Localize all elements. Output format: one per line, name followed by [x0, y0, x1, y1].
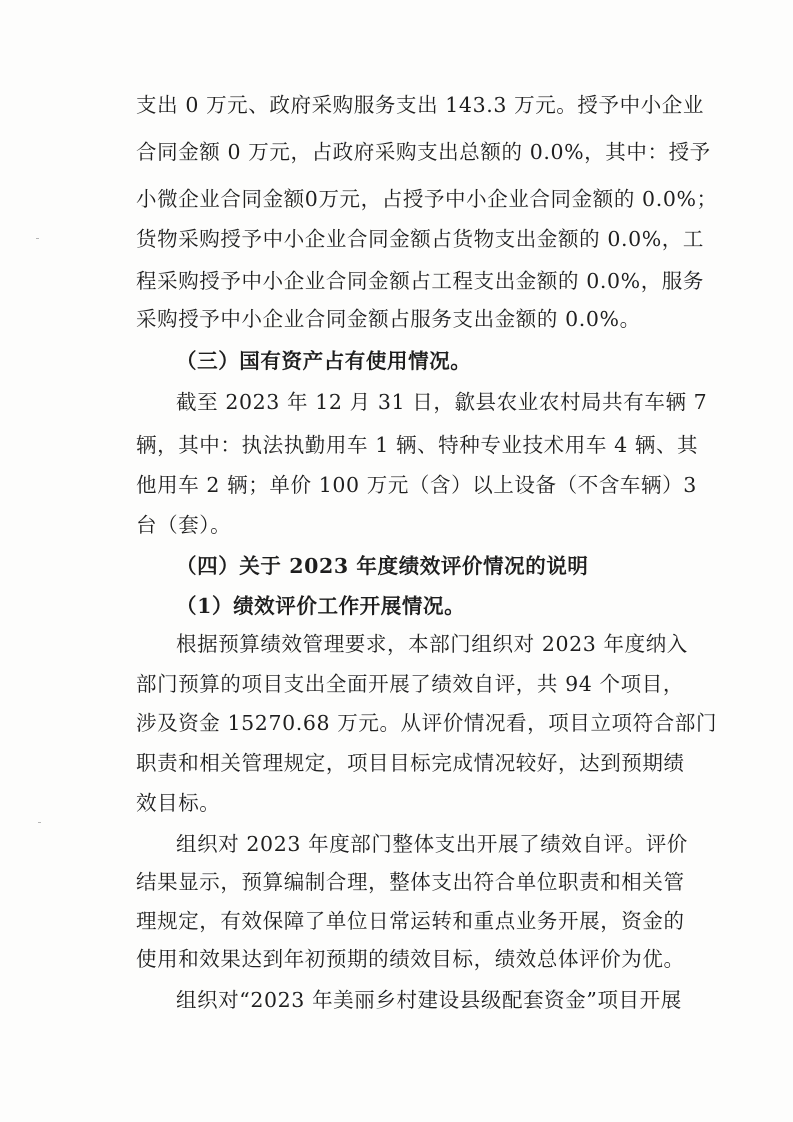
body-text-line: 台（套）。: [136, 513, 232, 537]
body-text-line: 小微企业合同金额0万元，占授予中小企业合同金额的 0.0%；: [136, 187, 718, 211]
body-text-line: 采购授予中小企业合同金额占服务支出金额的 0.0%。: [136, 307, 641, 331]
scan-mark: [36, 238, 39, 239]
body-text-line: 结果显示，预算编制合理，整体支出符合单位职责和相关管: [136, 870, 685, 894]
body-text-line: 程采购授予中小企业合同金额占工程支出金额的 0.0%，服务: [136, 269, 704, 293]
body-text-line: 合同金额 0 万元，占政府采购支出总额的 0.0%，其中：授予: [136, 140, 711, 164]
body-text-line: 部门预算的项目支出全面开展了绩效自评，共 94 个项目，: [136, 672, 684, 696]
body-text-line: 职责和相关管理规定，项目目标完成情况较好，达到预期绩: [136, 751, 685, 775]
body-text-line: 组织对“2023 年美丽乡村建设县级配套资金”项目开展: [176, 988, 682, 1012]
section-heading: （三）国有资产占有使用情况。: [176, 349, 472, 373]
body-text-line: 辆，其中：执法执勤用车 1 辆、特种专业技术用车 4 辆、其: [136, 433, 699, 457]
body-text-line: 效目标。: [136, 791, 221, 815]
body-text-line: 根据预算绩效管理要求，本部门组织对 2023 年度纳入: [176, 632, 688, 656]
body-text-line: 货物采购授予中小企业合同金额占货物支出金额的 0.0%，工: [136, 227, 704, 251]
subsection-heading: （1）绩效评价工作开展情况。: [176, 594, 466, 618]
body-text-line: 理规定，有效保障了单位日常运转和重点业务开展，资金的: [136, 909, 685, 933]
scan-mark: [38, 822, 41, 823]
section-heading: （四）关于 2023 年度绩效评价情况的说明: [176, 554, 589, 578]
body-text-line: 组织对 2023 年度部门整体支出开展了绩效自评。评价: [176, 832, 688, 856]
body-text-line: 使用和效果达到年初预期的绩效目标，绩效总体评价为优。: [136, 947, 685, 971]
body-text-line: 支出 0 万元、政府采购服务支出 143.3 万元。授予中小企业: [136, 93, 704, 117]
body-text-line: 涉及资金 15270.68 万元。从评价情况看，项目立项符合部门: [136, 711, 718, 735]
body-text-line: 截至 2023 年 12 月 31 日，歙县农业农村局共有车辆 7: [176, 390, 708, 414]
body-text-line: 他用车 2 辆；单价 100 万元（含）以上设备（不含车辆）3: [136, 473, 697, 497]
